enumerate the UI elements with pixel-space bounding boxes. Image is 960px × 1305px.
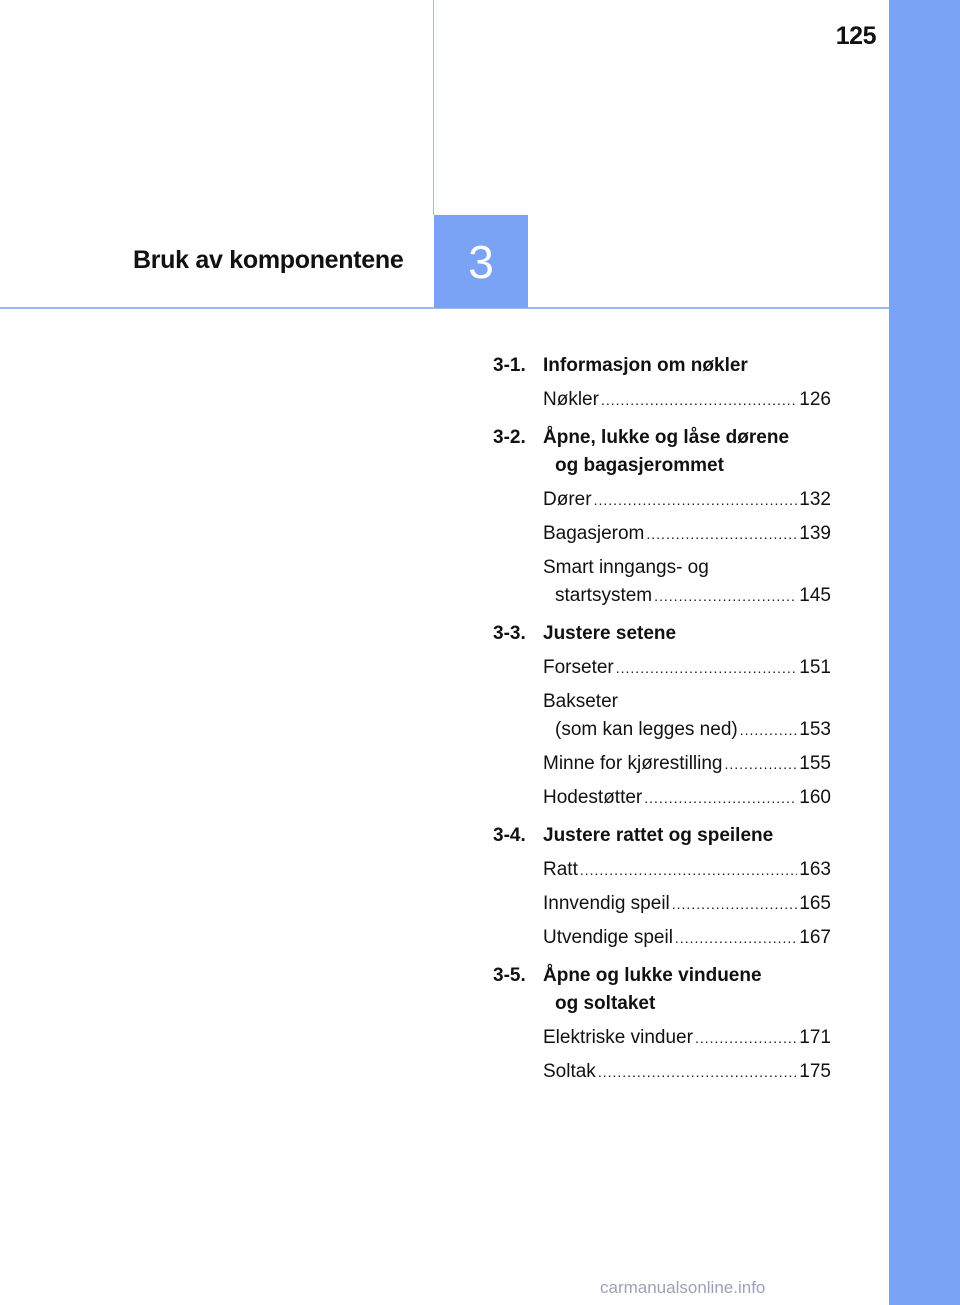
- entry-label-continued: startsystem: [555, 585, 653, 606]
- entry-page: 155: [799, 753, 831, 774]
- entry-label: Ratt: [543, 859, 578, 880]
- entry-page: 160: [799, 787, 831, 808]
- leader-dots: [654, 582, 797, 610]
- toc-section-3-2: [493, 424, 831, 480]
- entry-label: Utvendige speil: [543, 927, 673, 948]
- leader-dots: [646, 520, 797, 548]
- leader-dots: [644, 784, 797, 812]
- toc-entry-hodestotter[interactable]: [543, 784, 831, 812]
- toc-entry-innvendig-speil[interactable]: [543, 890, 831, 918]
- entry-label: Minne for kjørestilling: [543, 753, 723, 774]
- leader-dots: [594, 486, 798, 514]
- leader-dots: [695, 1024, 797, 1052]
- page-number: 125: [835, 22, 876, 50]
- entry-page: 175: [799, 1061, 831, 1082]
- entry-label: Elektriske vinduer: [543, 1027, 693, 1048]
- leader-dots: [740, 716, 798, 744]
- entry-page: 151: [799, 657, 831, 678]
- toc-entry-elektriske-vinduer[interactable]: [543, 1024, 831, 1052]
- section-title: Åpne, lukke og låse dørene: [543, 427, 790, 448]
- entry-page: 145: [799, 585, 831, 606]
- entry-label: Innvendig speil: [543, 893, 670, 914]
- section-title: Justere setene: [543, 623, 677, 644]
- toc-entry-dorer[interactable]: [543, 486, 831, 514]
- chapter-title: Bruk av komponentene: [133, 246, 404, 274]
- entry-page: 171: [799, 1027, 831, 1048]
- entry-page: 167: [799, 927, 831, 948]
- chapter-number: 3: [468, 235, 494, 288]
- toc-entry-soltak[interactable]: [543, 1058, 831, 1086]
- chapter-side-tab: [889, 0, 960, 1305]
- toc-section-3-3: [493, 620, 831, 648]
- toc-entry-utvendige-speil[interactable]: [543, 924, 831, 952]
- chapter-number-box: [434, 215, 528, 308]
- entry-page: 126: [799, 389, 831, 410]
- watermark: carmanualsonline.info: [600, 1278, 766, 1297]
- toc-entry-nokler[interactable]: [543, 386, 831, 414]
- section-title-block: [543, 424, 831, 480]
- toc-entry-forseter[interactable]: [543, 654, 831, 682]
- section-number: 3-3.: [493, 623, 526, 644]
- leader-dots: [725, 750, 798, 778]
- entry-label: Forseter: [543, 657, 614, 678]
- section-title: Informasjon om nøkler: [543, 355, 748, 376]
- toc-section-3-4: [493, 822, 831, 850]
- entry-label: Hodestøtter: [543, 787, 643, 808]
- toc-entry-bagasjerom[interactable]: [543, 520, 831, 548]
- entry-label: Bagasjerom: [543, 523, 645, 544]
- entry-label: Nøkler: [543, 389, 599, 410]
- toc-section-3-5: [493, 962, 831, 1018]
- entry-label: Smart inngangs- og: [543, 557, 709, 578]
- leader-dots: [672, 890, 798, 918]
- toc-section-3-1: [493, 352, 831, 380]
- section-number: 3-1.: [493, 355, 526, 376]
- table-of-contents: [493, 352, 831, 1092]
- entry-page: 132: [799, 489, 831, 510]
- entry-page: 139: [799, 523, 831, 544]
- entry-label-continued: (som kan legges ned): [555, 719, 738, 740]
- leader-dots: [580, 856, 797, 884]
- section-title: Åpne og lukke vinduene: [543, 965, 762, 986]
- section-number: 3-2.: [493, 427, 526, 448]
- section-number: 3-5.: [493, 965, 526, 986]
- toc-entry-smart-inngang[interactable]: [543, 554, 831, 610]
- entry-page: 165: [799, 893, 831, 914]
- entry-page: 153: [799, 719, 831, 740]
- leader-dots: [616, 654, 798, 682]
- entry-page: 163: [799, 859, 831, 880]
- section-title-continued: og bagasjerommet: [555, 455, 724, 476]
- entry-label: Bakseter: [543, 691, 618, 712]
- entry-label: Soltak: [543, 1061, 596, 1082]
- section-title-block: [543, 962, 831, 1018]
- toc-entry-bakseter[interactable]: [543, 688, 831, 744]
- entry-label: Dører: [543, 489, 592, 510]
- leader-dots: [601, 386, 797, 414]
- leader-dots: [675, 924, 797, 952]
- toc-entry-ratt[interactable]: [543, 856, 831, 884]
- section-title: Justere rattet og speilene: [543, 825, 774, 846]
- toc-entry-minne[interactable]: [543, 750, 831, 778]
- header-vertical-rule: [433, 0, 434, 215]
- section-number: 3-4.: [493, 825, 526, 846]
- section-title-continued: og soltaket: [555, 993, 656, 1014]
- leader-dots: [598, 1058, 797, 1086]
